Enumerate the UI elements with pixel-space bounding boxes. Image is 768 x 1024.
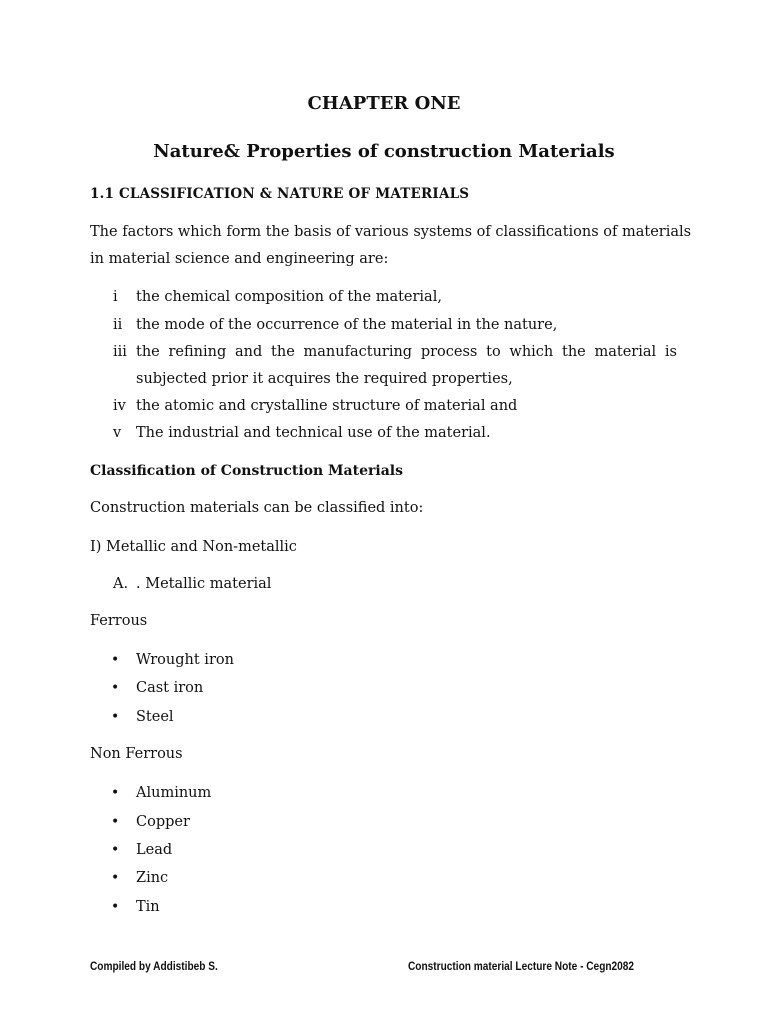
bullet: • <box>111 680 120 696</box>
ferrous-item: Steel <box>136 709 174 725</box>
footer-compiled-by: Compiled by Addistibeb S. <box>90 961 218 973</box>
nonferrous-item: Lead <box>136 842 173 858</box>
factor-text: the atomic and crystalline structure of material and <box>136 398 518 414</box>
classified-into-text: Construction materials can be classified into: <box>90 500 424 516</box>
bullet: • <box>111 842 120 858</box>
factor-number: iv <box>113 398 126 414</box>
chapter-subtitle: Nature& Properties of construction Materials <box>153 141 615 162</box>
ferrous-item: Cast iron <box>136 680 204 696</box>
ferrous-item: Wrought iron <box>136 652 234 668</box>
bullet: • <box>111 709 120 725</box>
factor-text: the mode of the occurrence of the material in the nature, <box>136 317 558 333</box>
bullet: • <box>111 652 120 668</box>
nonferrous-item: Zinc <box>136 870 169 886</box>
nonferrous-item: Aluminum <box>136 785 212 801</box>
metallic-material-text: . Metallic material <box>136 576 272 592</box>
factor-text: The industrial and technical use of the material. <box>136 425 491 441</box>
section-heading: 1.1 CLASSIFICATION & NATURE OF MATERIALS <box>90 186 470 202</box>
bullet: • <box>111 785 120 801</box>
factor-text-continuation: subjected prior it acquires the required properties, <box>136 371 513 387</box>
bullet: • <box>111 899 120 915</box>
metallic-group-label: I) Metallic and Non-metallic <box>90 539 297 555</box>
factor-number: i <box>113 289 118 305</box>
chapter-title: CHAPTER ONE <box>307 93 461 114</box>
intro-paragraph-line-1: The factors which form the basis of various systems of classifications of materials <box>90 224 692 240</box>
bullet: • <box>111 814 120 830</box>
classification-heading: Classification of Construction Materials <box>90 463 403 479</box>
footer-course-note: Construction material Lecture Note - Cegn2082 <box>408 961 635 973</box>
ferrous-heading: Ferrous <box>90 613 148 629</box>
metallic-label: A. <box>113 576 129 592</box>
nonferrous-item: Copper <box>136 814 190 830</box>
factor-number: ii <box>113 317 123 333</box>
intro-paragraph-line-2: in material science and engineering are: <box>90 251 389 267</box>
nonferrous-heading: Non Ferrous <box>90 746 183 762</box>
bullet: • <box>111 870 120 886</box>
nonferrous-item: Tin <box>136 899 160 915</box>
factor-text: the refining and the manufacturing process to which the material is <box>136 344 677 360</box>
factor-number: v <box>113 425 122 441</box>
factor-text: the chemical composition of the material, <box>136 289 442 305</box>
factor-number: iii <box>113 344 127 360</box>
